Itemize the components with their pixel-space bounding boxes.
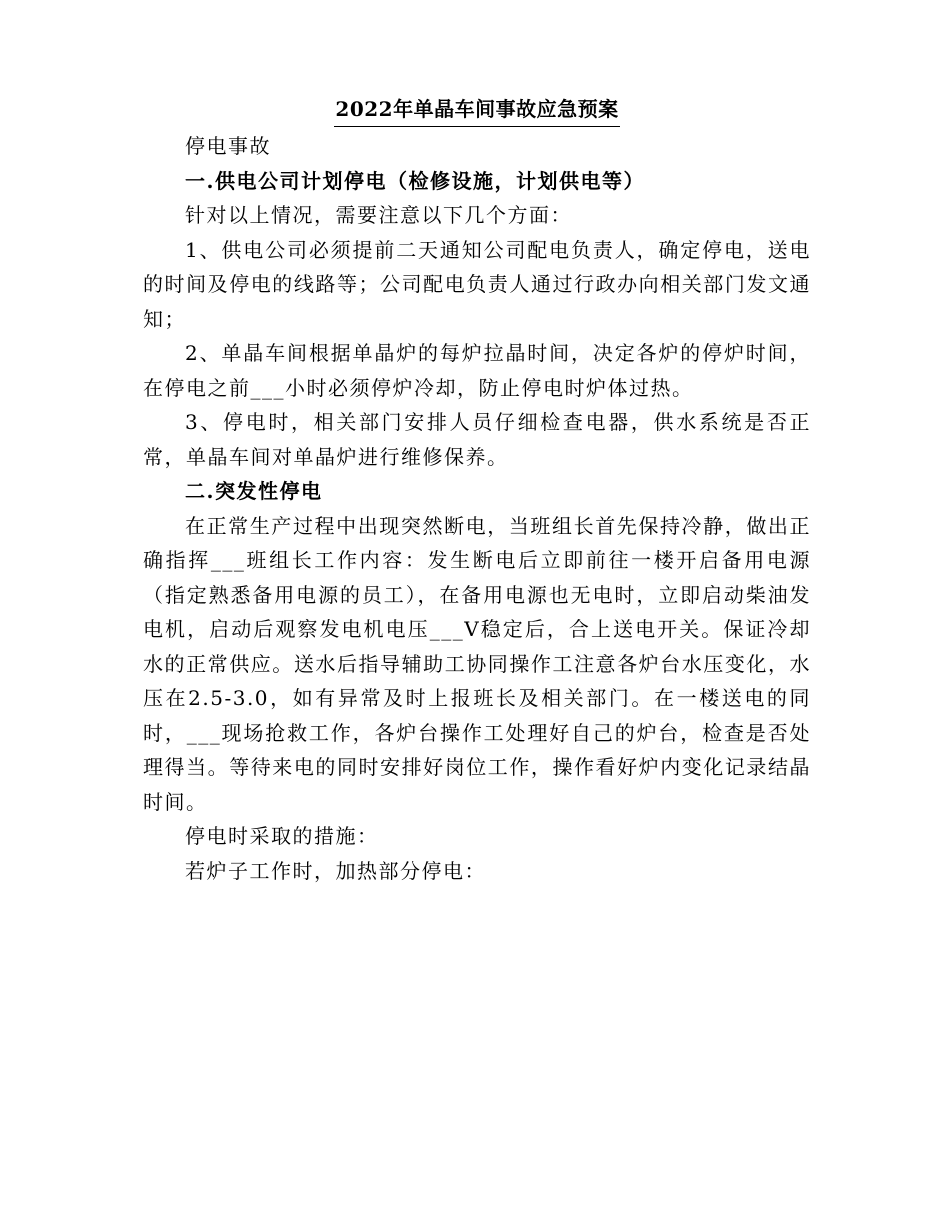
paragraph-furnace-heating: 若炉子工作时，加热部分停电： [185, 858, 486, 883]
document-body [143, 92, 811, 888]
paragraph-item-3: 3、停电时，相关部门安排人员仔细检查电器，供水系统是否正常，单晶车间对单晶炉进行维修保养。 [143, 410, 811, 469]
paragraph-intro: 针对以上情况，需要注意以下几个方面： [185, 203, 572, 227]
paragraph-sudden-outage-body: 在正常生产过程中出现突然断电，当班组长首先保持冷静，做出正确指挥___班组长工作内容：发生断电后立即前往一楼开启备用电源（指定熟悉备用电源的员工），在备用电源也无电时，立即启动柴油发电机，启动后观察发电机电压___V稳定后，合上送电开关。保证冷却水的正常供应。送水后指导辅助工协同操作工注意各炉台水压变化，水压在2.5-3.0，如有异常及时上报班长及相关部门。在一楼送电的同时，___现场抢救工作，各炉台操作工处理好自己的炉台，检查是否处理得当。等待来电的同时安排好岗位工作，操作看好炉内变化记录结晶时间。 [143, 513, 811, 814]
paragraph-item-2: 2、单晶车间根据单晶炉的每炉拉晶时间，决定各炉的停炉时间，在停电之前___小时必须停炉冷却，防止停电时炉体过热。 [143, 341, 811, 400]
paragraph-power-outage-heading: 停电事故 [185, 134, 271, 158]
title-container [143, 92, 811, 127]
paragraph-measures: 停电时采取的措施： [185, 824, 379, 848]
section-heading-planned-outage: 一.供电公司计划停电（检修设施，计划供电等） [185, 168, 645, 193]
paragraph-item-1: 1、供电公司必须提前二天通知公司配电负责人，确定停电，送电的时间及停电的线路等；公司配电负责人通过行政办向相关部门发文通知； [143, 237, 811, 331]
section-heading-sudden-outage: 二.突发性停电 [185, 479, 323, 503]
document-title: 2022年单晶车间事故应急预案 [334, 92, 619, 127]
